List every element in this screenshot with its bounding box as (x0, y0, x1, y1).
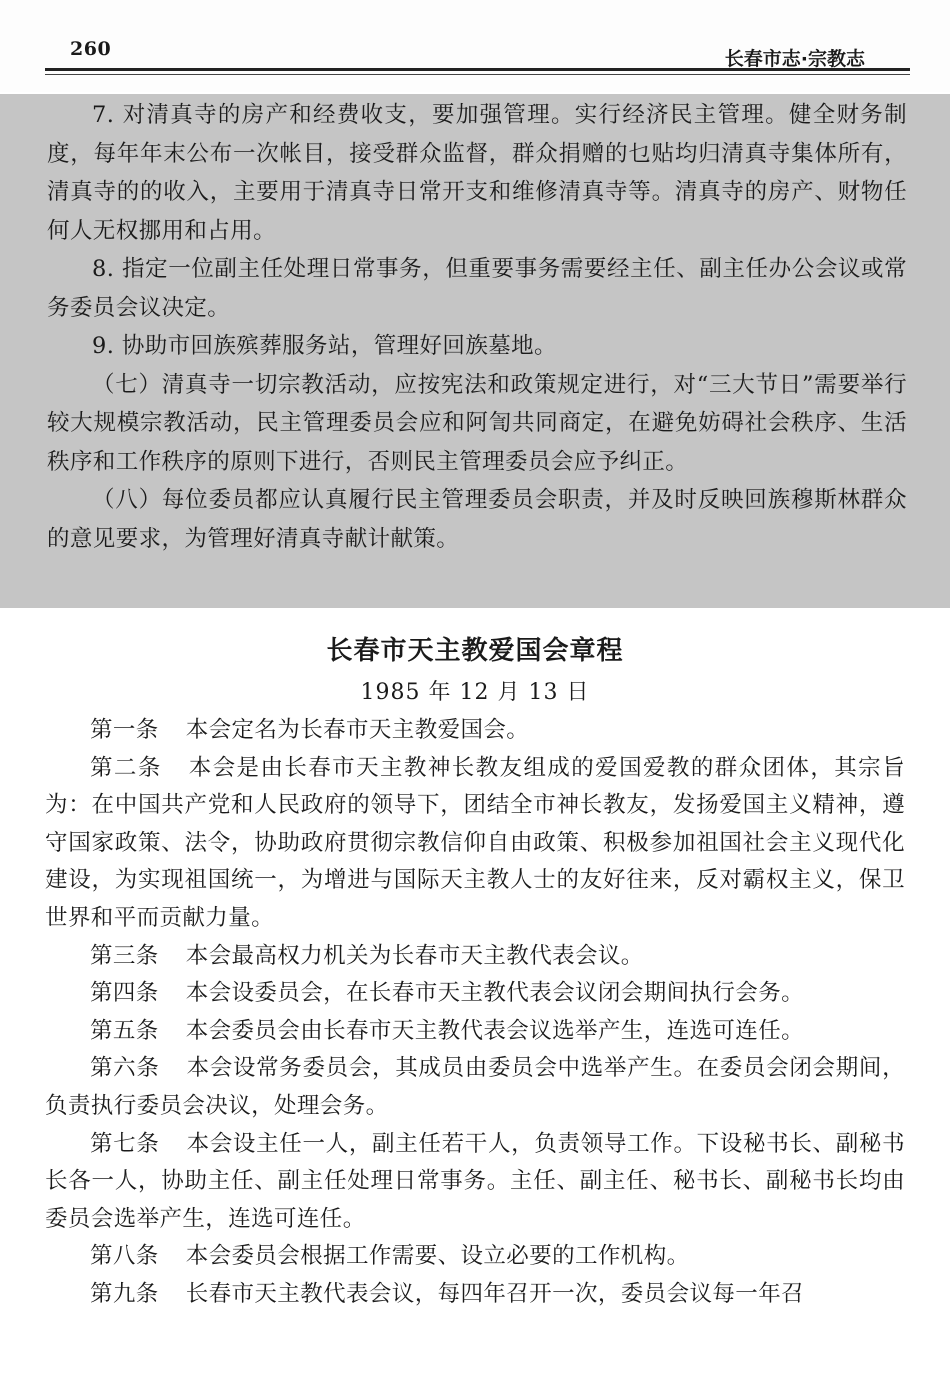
running-title: 长春市志·宗教志 (724, 48, 865, 70)
article-label: 第四条 (90, 980, 159, 1007)
article-text: 本会设委员会，在长春市天主教代表会议闭会期间执行会务。 (185, 980, 805, 1007)
article (45, 1013, 905, 1051)
article-text: 长春市天主教代表会议，每四年召开一次，委员会议每一年召 (185, 1280, 805, 1307)
article-text: 本会委员会由长春市天主教代表会议选举产生，连选可连任。 (185, 1017, 805, 1044)
article (45, 1126, 905, 1239)
article-text: 本会定名为长春市天主教爱国会。 (185, 717, 530, 743)
article-text: 本会是由长春市天主教神长教友组成的爱国爱教的群众团体，其宗旨为：在中国共产党和人民政府的领导下，团结全市神长教友，发扬爱国主义精神，遵守国家政策、法令，协助政府贯彻宗教信仰自由政策、积极参加祖国社会主义现代化建设，为实现祖国统一，为增进与国际天主教人士的友好往来，反对霸权主义，保卫世界和平而贡献力量。 (45, 754, 905, 931)
highlighted-section (0, 94, 950, 608)
article-label: 第七条 (90, 1130, 160, 1157)
article-label: 第八条 (90, 1243, 159, 1270)
paragraph: （七）清真寺一切宗教活动，应按宪法和政策规定进行，对“三大节日”需要举行较大规模宗教活动，民主管理委员会应和阿訇共同商定，在避免妨碍社会秩序、生活秩序和工作秩序的原则下进行，否则民主管理委员会应予纠正。 (47, 371, 907, 475)
article-label: 第六条 (90, 1055, 160, 1082)
article-label: 第九条 (90, 1280, 159, 1307)
page-header (0, 0, 950, 92)
article (45, 975, 905, 1013)
article-text: 本会设常务委员会，其成员由委员会中选举产生。在委员会闭会期间，负责执行委员会决议，处理会务。 (45, 1055, 906, 1119)
charter-articles (45, 712, 905, 1314)
header-rule-thin (45, 74, 910, 75)
article (45, 1238, 905, 1276)
page-number: 260 (70, 38, 112, 60)
article-label: 第五条 (90, 1017, 159, 1044)
highlighted-text (47, 96, 907, 558)
article (45, 712, 905, 750)
article (45, 1050, 905, 1125)
paragraph: 8. 指定一位副主任处理日常事务，但重要事务需要经主任、副主任办公会议或常务委员会议决定。 (47, 256, 907, 321)
article-label: 第一条 (90, 717, 159, 743)
article-label: 第三条 (90, 942, 159, 969)
charter-title: 长春市天主教爱国会章程 (326, 636, 624, 666)
paragraph: 9. 协助市回族殡葬服务站，管理好回族墓地。 (92, 333, 557, 359)
article-label: 第二条 (90, 754, 162, 781)
charter-section (45, 630, 905, 1314)
article (45, 1276, 905, 1314)
article-text: 本会委员会根据工作需要、设立必要的工作机构。 (185, 1243, 690, 1270)
article (45, 750, 905, 938)
paragraph: 7. 对清真寺的房产和经费收支，要加强管理。实行经济民主管理。健全财务制度，每年年末公布一次帐目，接受群众监督，群众捐赠的乜贴均归清真寺集体所有，清真寺的的收入，主要用于清真寺日常开支和维修清真寺等。清真寺的房产、财物任何人无权挪用和占用。 (47, 102, 907, 244)
article-text: 本会设主任一人，副主任若干人，负责领导工作。下设秘书长、副秘书长各一人，协助主任、副主任处理日常事务。主任、副主任、秘书长、副秘书长均由委员会选举产生，连选可连任。 (45, 1130, 906, 1232)
charter-date: 1985 年 12 月 13 日 (360, 680, 590, 705)
paragraph: （八）每位委员都应认真履行民主管理委员会职责，并及时反映回族穆斯林群众的意见要求，为管理好清真寺献计献策。 (47, 487, 907, 552)
article (45, 938, 905, 976)
article-text: 本会最高权力机关为长春市天主教代表会议。 (185, 942, 644, 969)
